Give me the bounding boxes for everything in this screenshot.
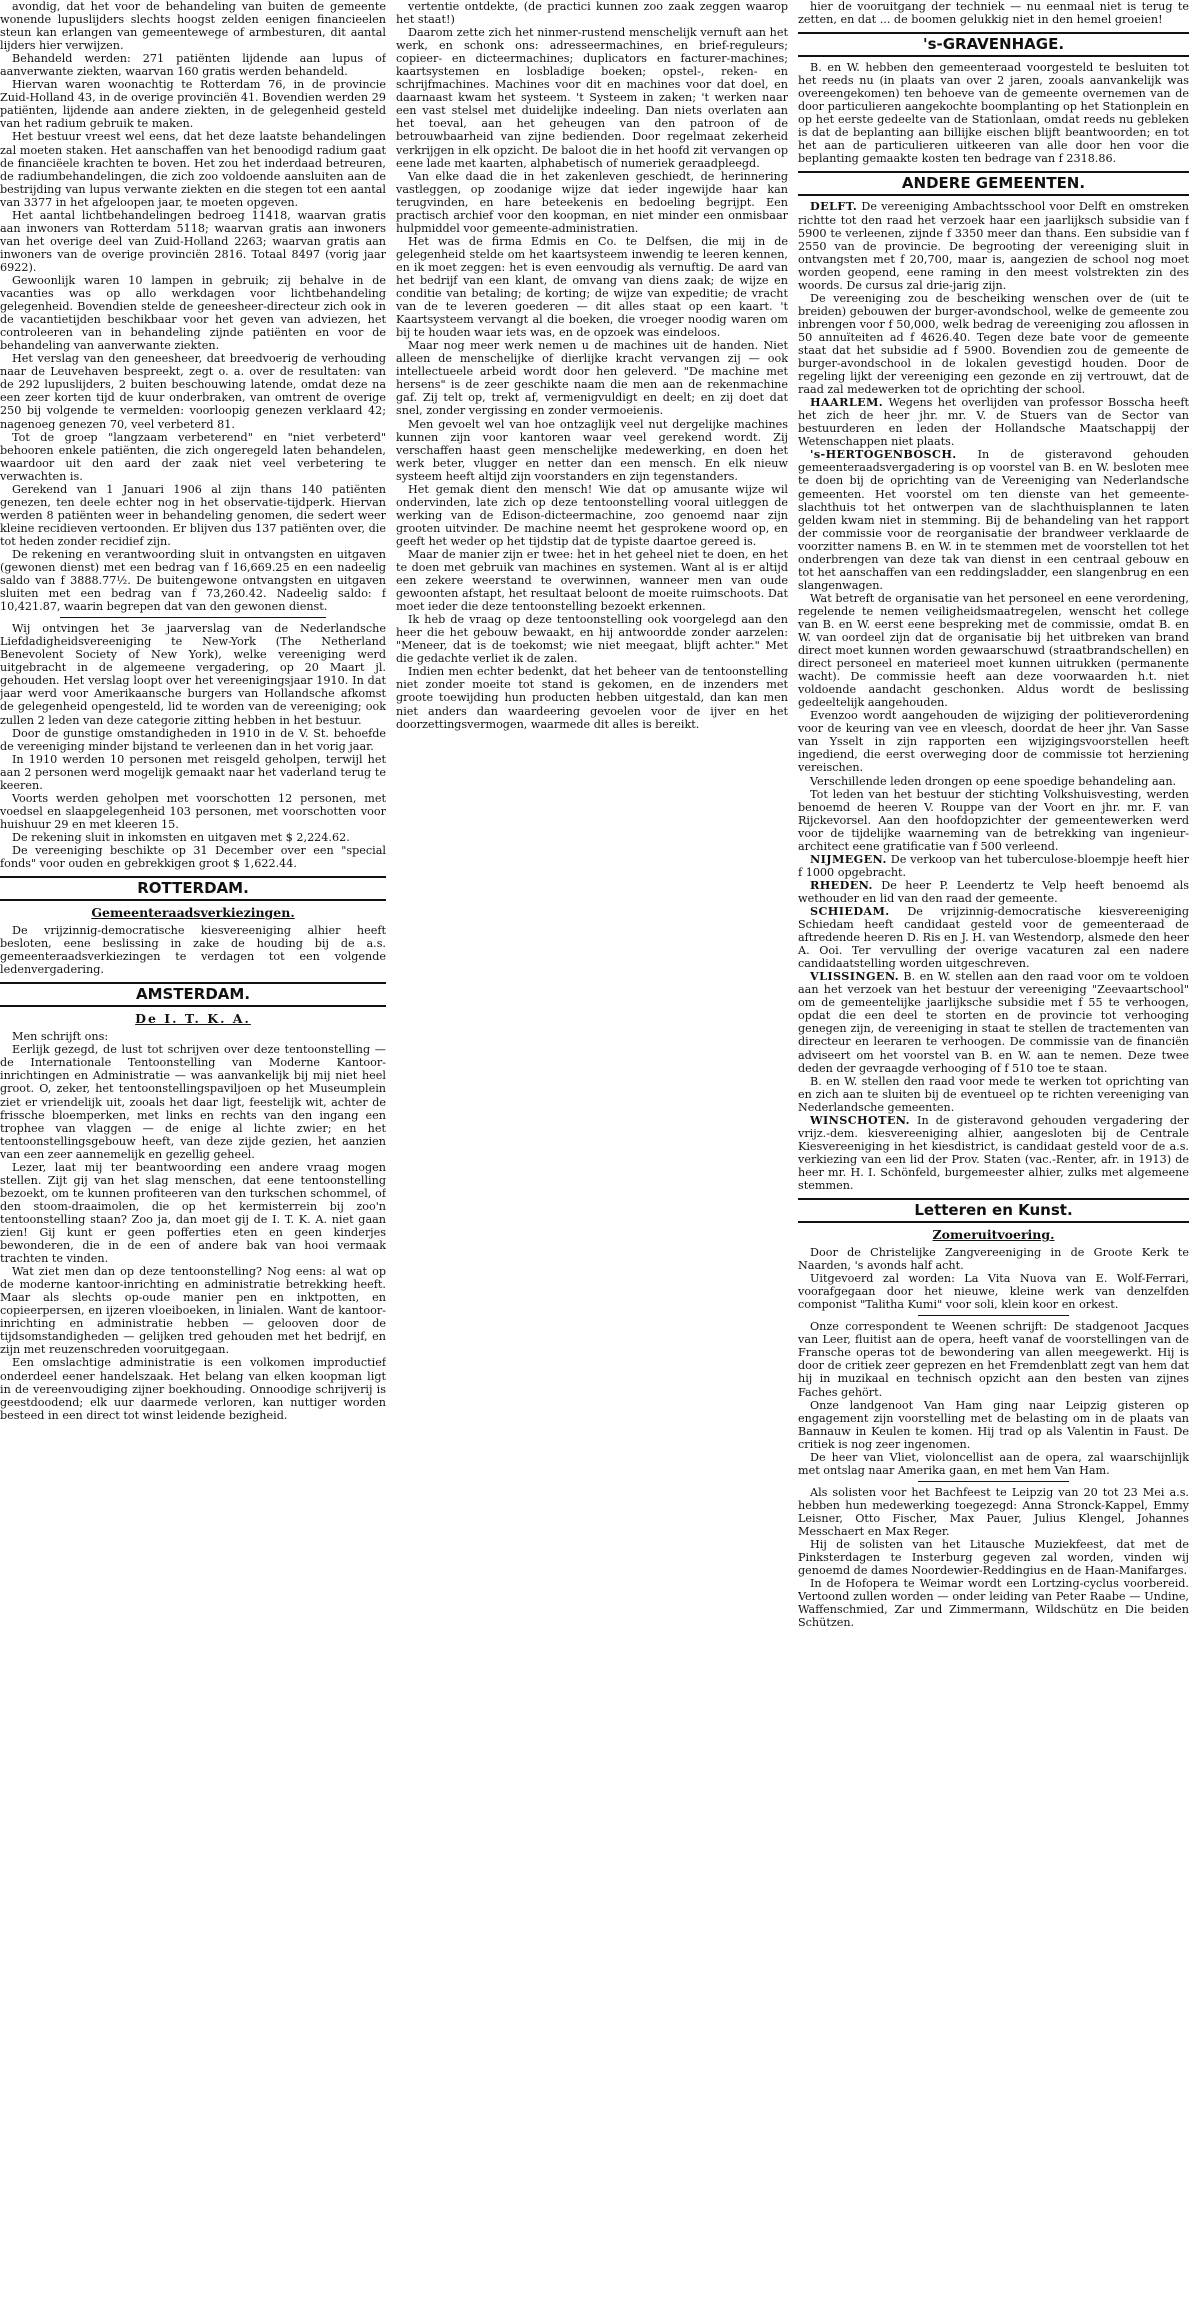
section-divider [918,1315,1069,1316]
paragraph: Door de gunstige omstandigheden in 1910 in de V. St. behoefde de vereeniging minder bijstand te verleenen dan in het vorig jaar. [0,726,386,753]
paragraph: Daarom zette zich het ninmer-rustend menschelijk vernuft aan het werk, en schonk ons: adresseermachines, en brief-reguleurs; copieer- en dicteermachines; duplicators en facturer-machines; kaartsystemen en losbladige boeken; opstel-, reken- en schrijfmachines. Machines voor dit en machines voor dat doel, en daarnaast kwam het systeem. 't Systeem in zaken; 't werken naar een vast stelsel met duidelijke indeeling. Dan niets overlaten aan het toeval, aan het geheugen van den patroon of de betrouwbaarheid van zijne bedienden. Door regelmaat zekerheid verkrijgen in elk opzicht. De baloot die in het hoofd zit vervangen op eene lade met kaarten, alphabetisch of numeriek geraadpleegd. [396,26,788,170]
city-name: NIJMEGEN. [810,851,887,866]
paragraph: Lezer, laat mij ter beantwoording een andere vraag mogen stellen. Zijt gij van het slag menschen, dat eene tentoonstelling bezoekt, om te kunnen profiteeren van den turkschen schommel, of den stoom-draaimolen, die op het kermisterrein bij zoo'n tentoonstelling staan? Zoo ja, dan moet gij de I. T. K. A. niet gaan zien! Gij kunt er geen pofferties eten en geen kinderjes bewonderen, die in de een of andere bak van hooi vermaak trachten te vinden. [0,1160,386,1266]
news-item [798,592,1189,709]
news-item [798,448,1189,592]
news-text: B. en W. stellen den raad voor mede te werken tot oprichting van en zich aan te sluiten bij de eventueel op te richten vereeniging van Nederlandsche gemeenten. [798,1074,1189,1114]
paragraph: Men schrijft ons: [12,1030,109,1044]
section-divider [60,617,326,618]
news-text: De vereeniging zou de bescheiking wenschen over de (uit te breiden) gebouwen der burger-avondschool, welke de gemeente zou inbrengen voor f 50,000, welk bedrag de vereeniging zou aflossen in 50 annuïteiten ad f 4626.40. Tegen deze bate voor de gemeente staat dat het subsidie ad f 5900. Bovendien zou de gemeente de burger-avondschool in de lokalen gevestigd houden. Door de regeling lijkt der vereeniging een gezonde en zij vertrouwt, dat de raad zal medewerken tot de oprichting der school. [798,291,1189,397]
paragraph: Een omslachtige administratie is een volkomen improductief onderdeel eener handelszaak. Het belang van elken koopman ligt in de vereenvoudiging zijner boekhouding. Onnoodige schrijverij is geestdoodend; elk uur daarmede verloren, kan nuttiger worden besteed in een direct tot winst leidende bezigheid. [0,1356,386,1422]
paragraph: Het aantal lichtbehandelingen bedroeg 11418, waarvan gratis aan inwoners van Rotterdam 5118; waarvan gratis aan inwoners van het overige deel van Zuid-Holland 2263; waarvan gratis aan inwoners van de overige provinciën 2816. Totaal 8497 (vorig jaar 6922). [0,208,386,274]
news-item [798,200,1189,291]
paragraph: Gerekend van 1 Januari 1906 al zijn thans 140 patiënten genezen, ten deele echter nog in het observatie-tijdperk. Hiervan werden 8 patiënten weer in behandeling genomen, die sedert weer kleine recidieven vertoonden. Er blijven dus 137 patiënten over, die tot heden zonder recidief zijn. [0,482,386,548]
paragraph: In 1910 werden 10 personen met reisgeld geholpen, terwijl het aan 2 personen werd mogelijk gemaakt naar het vaderland terug te keeren. [0,752,386,792]
paragraph: Als solisten voor het Bachfeest te Leipzig van 20 tot 23 Mei a.s. hebben hun medewerking toegezegd: Anna Stronck-Kappel, Emmy Leisner, Otto Fischer, Max Pauer, Julius Klengel, Johannes Messchaert en Max Reger. [798,1485,1189,1538]
paragraph: Hiervan waren woonachtig te Rotterdam 76, in de provincie Zuid-Holland 43, in de overige provinciën 41. Bovendien werden 29 patiënten, lijdende aan andere ziekten, in de gelegenheid gesteld van het radium gebruik te maken. [0,78,386,131]
city-name: SCHIEDAM. [810,904,890,918]
paragraph: Maar nog meer werk nemen u de machines uit de handen. Niet alleen de menschelijke of dierlijke kracht vervangen zij — ook intellectueele arbeid wordt door hen geleverd. "De machine met hersens" is de zeer geschikte naam die men aan de rekenmachine gaf. Zij telt op, trekt af, vermenigvuldigt en deelt; en zij doet dat snel, zonder vergissing en zonder vermoeienis. [396,339,788,418]
paragraph: De vrijzinnig-democratische kiesvereeniging alhier heeft besloten, eene beslissing in zake de houding bij de a.s. gemeenteraadsverkiezingen te verdagen tot een volgende ledenvergadering. [0,924,386,977]
news-text: B. en W. stellen aan den raad voor om te voldoen aan het verzoek van het bestuur der vereeniging "Zeevaartschool" om de gemeentelijke jaarlijksche subsidie met f 55 te verhoogen, opdat die een deel te storten en de provincie tot verhooging genegen zijn, de vereeniging in staat te stellen de tractementen van directeur en leeraren te verhoogen. De commissie van de financiën adviseert om het voorstel van B. en W. aan te nemen. Deze twee deden der gevraagde verhooging of f 510 toe te staan. [798,970,1189,1075]
news-item [798,905,1189,970]
city-name: WINSCHOTEN. [810,1112,910,1127]
paragraph: Men gevoelt wel van hoe ontzaglijk veel nut dergelijke machines kunnen zijn voor kantoren waar veel gerekend wordt. Zij verschaffen haast geen menschelijke medewerking, en doen het werk beter, vlugger en netter dan een mensch. En elk nieuw systeem heeft altijd zijn voorstanders en zijn tegenstanders. [396,417,788,483]
news-item [798,396,1189,448]
paragraph: De vereeniging beschikte op 31 December over een "special fonds" voor ouden en gebrekkigen groot $ 1,622.44. [0,844,386,871]
paragraph: Door de Christelijke Zangvereeniging in de Groote Kerk te Naarden, 's avonds half acht. [798,1246,1189,1273]
paragraph: Wij ontvingen het 3e jaarverslag van de Nederlandsche Liefdadigheidsvereeniging te New-York (The Netherland Benevolent Society of New York), welke vereeniging werd uitgebracht in de algemeene vergadering, op 20 Maart jl. gehouden. Het verslag loopt over het vereenigingsjaar 1910. In dat jaar werd voor Amerikaansche burgers van Hollandsche afkomst de gelegenheid opengesteld, lid te worden van de vereeniging; ook zullen 2 leden van deze categorie zitting hebben in het bestuur. [0,622,386,727]
city-name: DELFT. [810,199,858,214]
paragraph: Onze correspondent te Weenen schrijft: De stadgenoot Jacques van Leer, fluitist aan de opera, heeft vanaf de voorstellingen van de Fransche operas tot de bewondering van allen meegewerkt. Hij is door de critiek zeer geprezen en het Fremdenblatt zegt van hem dat hij in muzikaal en technisch opzicht aan den besten van zijnes Faches gehört. [798,1320,1189,1399]
section-heading-rotterdam: ROTTERDAM. [0,876,386,901]
section-heading-andere-gemeenten: ANDERE GEMEENTEN. [798,171,1189,196]
news-text: De vrijzinnig-democratische kiesvereeniging Schiedam heeft candidaat gesteld voor de gemeenteraad de aftredende heeren D. Ris en J. H. van Westendorp, alsmede den heer A. Ooi. Ter vervulling der overige vacaturen zal een nadere candidaatstelling worden uitgeschreven. [798,905,1189,971]
paragraph: Maar de manier zijn er twee: het in het geheel niet te doen, en het te doen met gebruik van machines en systemen. Want al is er altijd een zekere weerstand te overwinnen, wanneer men van oude gewoonten afstapt, het resultaat beloont de moeite ruimschoots. Dat moet ieder die deze tentoonstelling bezoekt erkennen. [396,547,788,614]
paragraph: Hij de solisten van het Litausche Muziekfeest, dat met de Pinksterdagen te Insterburg gegeven zal worden, vinden wij genoemd de dames Noordewier-Reddingius en de Haan-Manifarges. [798,1538,1189,1578]
news-item [798,788,1189,853]
section-heading-letteren-en-kunst: Letteren en Kunst. [798,1198,1189,1223]
paragraph: hier de vooruitgang der techniek — nu eenmaal niet is terug te zetten, en dat ... de boomen gelukkig niet in den hemel groeien! [798,0,1189,27]
news-item [798,853,1189,879]
news-text: De heer P. Leendertz te Velp heeft benoemd als wethouder en lid van den raad der gemeente. [798,878,1189,905]
paragraph: Uitgevoerd zal worden: La Vita Nuova van E. Wolf-Ferrari, voorafgegaan door het nieuwe, kleine werk van denzelfden componist "Talitha Kumi" voor soli, klein koor en orkest. [798,1272,1189,1312]
city-name: 's-HERTOGENBOSCH. [810,447,957,462]
news-text: Wat betreft de organisatie van het personeel en eene verordening, regelende te nemen veiligheidsmaatregelen, wenscht het college van B. en W. eerst eene bespreking met de commissie, omdat B. en W. van oordeel zijn dat de organisatie bij het uitbreken van brand direct moet kunnen worden gewaarschuwd (straatbrandschellen) en direct personeel en materieel moet kunnen uitrukken (permanente wacht). De commissie heeft aan deze voorwaarden h.t. niet voldoende aandacht geschonken. Aldus wordt de beslissing gedeeltelijk aangehouden. [798,591,1189,710]
paragraph: Gewoonlijk waren 10 lampen in gebruik; zij behalve in de vacanties was op allo werkdagen voor lichtbehandeling gelegenheid. Bovendien stelde de geneesheer-directeur zich ook in de vacantietijden beschikbaar voor het geven van adviezen, het controleeren van in behandeling zijnde patiënten en voor de behandeling van aanverwante ziekten. [0,273,386,353]
news-text: In de gisteravond gehouden vergadering der vrijz.-dem. kiesvereeniging alhier, aangesloten bij de Centrale Kiesvereeniging in het kiesdistrict, is candidaat gesteld voor de a.s. verkiezing van een lid der Prov. Staten (vac.-Renter, afr. in 1913) de heer mr. H. I. Schönfeld, burgemeester alhier, zulks met algemeene stemmen. [798,1113,1189,1192]
subheading-zomeruitvoering: Zomeruitvoering. [932,1227,1055,1243]
paragraph: Wat ziet men dan op deze tentoonstelling? Nog eens: al wat op de moderne kantoor-inrichting en administratie betrekking heeft. Maar als slechts op-oude manier pen en inktpotten, en copieerpersen, en ijzeren vloeiboeken, in linialen. Want de kantoor-inrichting en administratie hebben — gelooven door de tijdsomstandigheden — gelijken tred gehouden met het bedrijf, en zijn met reuzenschreden vooruitgegaan. [0,1265,386,1357]
news-text: Evenzoo wordt aangehouden de wijziging der politieverordening voor de keuring van vee en vleesch, doordat de heer jhr. Van Sasse van Ysselt in zijn rapporten een wijzigingsvoorstellen heeft ingediend, die eerst overweging door de commissie tot herziening vereischen. [798,709,1189,775]
news-item [798,879,1189,905]
column-left [0,0,386,2297]
news-item [798,292,1189,396]
paragraph: Onze landgenoot Van Ham ging naar Leipzig gisteren op engagement zijn voorstelling met de belasting om in de plaats van Bannauw in Keulen te komen. Hij trad op als Valentin in Faust. De critiek is nog zeer ingenomen. [798,1398,1189,1451]
news-text: In de gisteravond gehouden gemeenteraadsvergadering is op voorstel van B. en W. besloten mee te doen bij de oprichting van de Vereeniging van Nederlandsche gemeenten. Het voorstel om ten dienste van het gemeente-slachthuis tot het ontwerpen van de slachthuisplannen te laten gelden kwam niet in stemming. Bij de behandeling van het rapport der commissie voor de reorganisatie der brandweer verklaarde de voorzitter namens B. en W. in te stemmen met de voorstellen tot het onderbrengen van deze tak van dienst in een centraal gebouw en tot het aanschaffen van een reddingsladder, een slangenbrug en een slangenwagen. [798,448,1189,592]
paragraph: avondig, dat het voor de behandeling van buiten de gemeente wonende lupuslijders slechts hoogst zelden eenigen financieelen steun kan erlangen van gemeentewege of armbesturen, dit aantal lijders hier verwijzen. [0,0,386,53]
paragraph: De rekening en verantwoording sluit in ontvangsten en uitgaven (gewonen dienst) met een bedrag van f 16,669.25 en een nadeelig saldo van f 3888.77½. De buitengewone ontvangsten en uitgaven sluiten met een bedrag van f 73,260.42. Nadeelig saldo: f 10,421.87, waarin begrepen dat van den gewonen dienst. [0,547,386,614]
news-item [798,970,1189,1074]
subheading-itka: De I. T. K. A. [135,1011,251,1027]
news-text: Tot leden van het bestuur der stichting Volkshuisvesting, werden benoemd de heeren V. Rouppe van der Voort en jhr. mr. F. van Rijckevorsel. Aan den hoofdopzichter der gemeentewerken werd voor de tijdelijke waarneming van de betrekking van ingenieur-architect eene gratificatie van f 500 verleend. [798,787,1189,853]
news-item [798,1075,1189,1114]
paragraph: Het bestuur vreest wel eens, dat het deze laatste behandelingen zal moeten staken. Het aanschaffen van het benoodigd radium gaat de financiëele krachten te boven. Het zou het inderdaad betreuren, de radiumbehandelingen, die zich zoo voldoende aansluiten aan de bestrijding van lupus verwante ziekten en die stegen tot een aantal van 3377 in het afgeloopen jaar, te moeten opgeven. [0,130,386,209]
news-item [798,709,1189,774]
section-heading-amsterdam: AMSTERDAM. [0,982,386,1007]
news-text: De verkoop van het tuberculose-bloempje heeft hier f 1000 opgebracht. [798,852,1189,879]
city-name: RHEDEN. [810,877,873,892]
paragraph: vertentie ontdekte, (de practici kunnen zoo zaak zeggen waarop het staat!) [396,0,788,27]
column-right [798,0,1189,2297]
paragraph: B. en W. hebben den gemeenteraad voorgesteld te besluiten tot het reeds nu (in plaats van over 2 jaren, zooals aanvankelijk was overeengekomen) ten behoeve van de gemeente overnemen van de door particulieren aangekochte boomplanting op het Stationplein en op het eerste gedeelte van de Stationlaan, omdat reeds nu gebleken is dat de beplanting aan billijke eischen blijft beantwoorden; en tot het aan de particulieren uitkeeren van alle door hen voor die beplanting gemaakte kosten ten bedrage van f 2318.86. [798,61,1189,166]
paragraph: Indien men echter bedenkt, dat het beheer van de tentoonstelling niet zonder moeite tot stand is gekomen, en de inzenders met groote toewijding hun producten hebben uitgestald, dan kan men niet anders dan waardeering gevoelen voor de ijver en het doorzettingsvermogen, waarmede dit alles is bereikt. [396,665,788,731]
news-item [798,1114,1189,1192]
subheading-gemeenteraadsverkiezingen: Gemeenteraadsverkiezingen. [91,905,295,921]
paragraph: De heer van Vliet, violoncellist aan de opera, zal waarschijnlijk met ontslag naar Amerika gaan, en met hem Van Ham. [798,1450,1189,1477]
column-middle [396,0,788,2297]
paragraph: Het was de firma Edmis en Co. te Delfsen, die mij in de gelegenheid stelde om het kaartsysteem inwendig te leeren kennen, en ik moet zeggen: het is even eenvoudig als vernuftig. De aard van het bedrijf van een klant, de omvang van diens zaak; de wijze en conditie van betaling; de korting; de wijze van expeditie; de vracht van de te leveren goederen — dit alles staat op een kaart. 't Kaartsysteem vervangt al die boeken, die vroeger noodig waren om bij te houden waar iets was, en de opzoek was eindeloos. [396,234,788,340]
paragraph: Tot de groep "langzaam verbeterend" en "niet verbeterd" behooren enkele patiënten, die zich ongeregeld laten behandelen, waardoor uit den aard der zaak niet veel verbetering te verwachten is. [0,430,386,483]
paragraph: De rekening sluit in inkomsten en uitgaven met $ 2,224.62. [12,830,350,844]
news-item [798,775,1189,788]
paragraph: Ik heb de vraag op deze tentoonstelling ook voorgelegd aan den heer die het gebouw bewaakt, en hij antwoordde zonder aarzelen: "Meneer, dat is de toekomst; wie niet meegaat, blijft achter." Met die gedachte verliet ik de zalen. [396,613,788,666]
news-text: Verschillende leden drongen op eene spoedige behandeling aan. [810,774,1177,788]
paragraph: Het verslag van den geneesheer, dat breedvoerig de verhouding naar de Leuvehaven bespreekt, zegt o. a. over de resultaten: van de 292 lupuslijders, 2 buiten beschouwing latende, omdat deze na een zeer korten tijd de kuur onderbraken, van omtrent de overige 250 bij volgende te vermelden: voorloopig genezen verklaard 42; nagenoeg genezen 70, veel verbeterd 81. [0,352,386,431]
paragraph: Het gemak dient den mensch! Wie dat op amusante wijze wil ondervinden, late zich op deze tentoonstelling vooral uitleggen de werking van de Edison-dicteermachine, zoo genoemd naar zijn grooten uitvinder. De machine neemt het gesprokene woord op, en geeft het weder op het tijdstip dat de typiste daartoe gereed is. [396,482,788,548]
section-heading-gravenhage: 's-GRAVENHAGE. [798,32,1189,57]
city-name: HAARLEM. [810,395,884,410]
news-text: Wegens het overlijden van professor Bosscha heeft het zich de heer jhr. mr. V. de Stuers van de Sector van bestuurderen en leden der Hollandsche Maatschappij der Wetenschappen niet plaats. [798,396,1189,449]
paragraph: Behandeld werden: 271 patiënten lijdende aan lupus of aanverwante ziekten, waarvan 160 gratis werden behandeld. [0,52,386,79]
news-text: De vereeniging Ambachtsschool voor Delft en omstreken richtte tot den raad het verzoek haar een jaarlijksch subsidie van f 5900 te verleenen, zijnde f 3350 meer dan thans. Een subsidie van f 2550 van de provincie. De begrooting der vereeniging sluit in ontvangsten met f 20,700, maar is, aangezien de school nog moet worden geopend, eene raming in den meest volstrekten zin des woords. De cursus zal drie-jarig zijn. [798,200,1189,292]
paragraph: In de Hofopera te Weimar wordt een Lortzing-cyclus voorbereid. Vertoond zullen worden — onder leiding van Peter Raabe — Undine, Waffenschmied, Zar und Zimmermann, Wildschütz en Die beiden Schützen. [798,1577,1189,1630]
city-name: VLISSINGEN. [810,969,900,984]
paragraph: Eerlijk gezegd, de lust tot schrijven over deze tentoonstelling — de Internationale Tentoonstelling van Moderne Kantoor-inrichtingen en Administratie — was aanvankelijk bij mij niet heel groot. O, zeker, het tentoonstellingspaviljoen op het Museumplein ziet er vriendelijk uit, zooals het daar ligt, feestelijk wit, achter de frissche bloemperken, met links en rechts van den ingang een trophee van vlaggen — de enige al lichte zwier; en het tentoonstellingsgebouw heeft, van deze zijde gezien, het aanzien van een zeer aannemelijk en gezellig geheel. [0,1043,386,1161]
section-divider [918,1481,1069,1482]
paragraph: Van elke daad die in het zakenleven geschiedt, de herinnering vastleggen, op zoodanige wijze dat ieder ingewijde haar kan terugvinden, en hare beteekenis en bedoeling begrijpt. Een practisch archief voor den koopman, en niet minder een onmisbaar hulpmiddel voor gemeente-administratien. [396,169,788,235]
paragraph: Voorts werden geholpen met voorschotten 12 personen, met voedsel en slaapgelegenheid 103 personen, met voorschotten voor huishuur 29 en met kleeren 15. [0,791,386,831]
